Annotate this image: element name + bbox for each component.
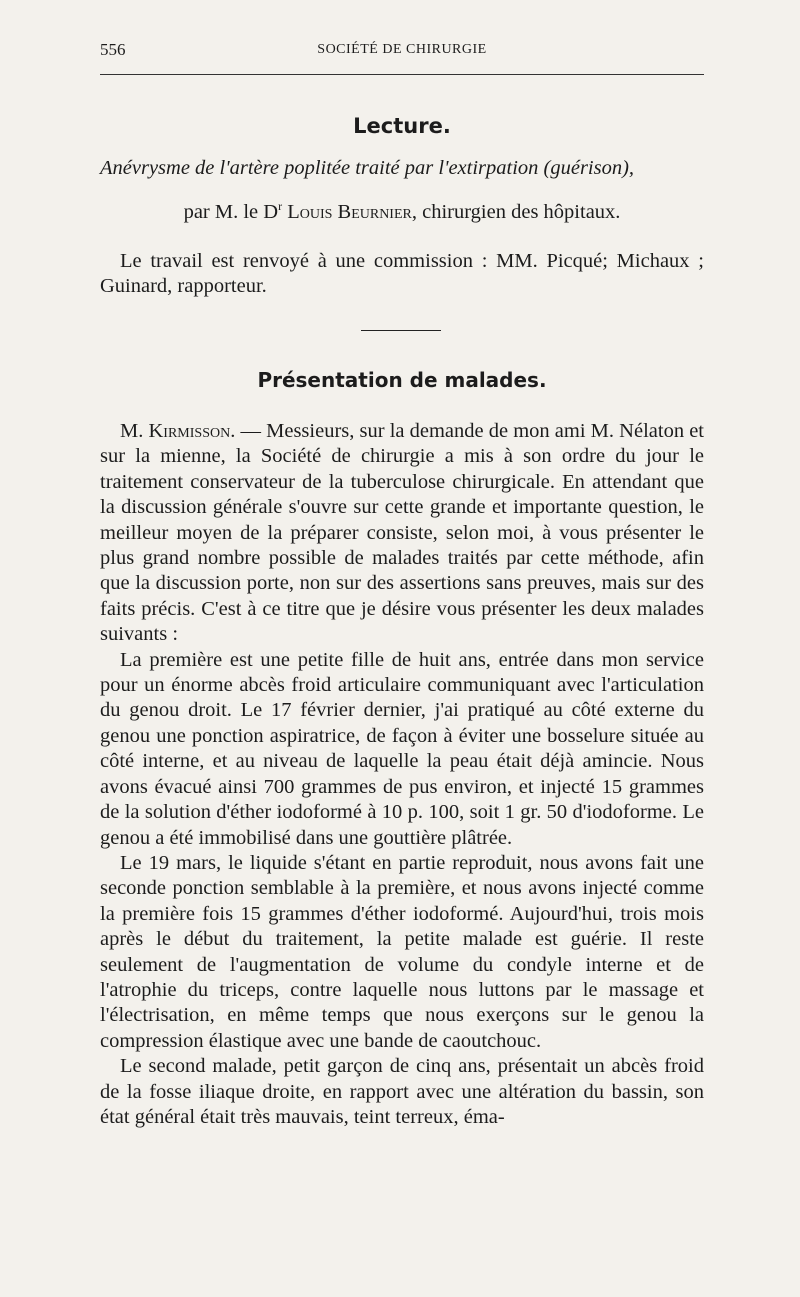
paragraph-1-text: . — Messieurs, sur la demande de mon ami M. Nélaton et sur la mienne, la Société de chirurgie a mis à son ordre du jour le traitement conservateur de la tuberculose chirurgicale. En attendant que la discussion générale s'ouvre sur cette grande et importante question, le meilleur moyen de la préparer consiste, selon moi, à vous présenter le plus grand nombre possible de malades traités par cette méthode, afin que la discussion porte, non sur des assertions sans preuves, mais sur des faits précis. C'est à ce titre que je désire vous présenter les deux malades suivants : <box>100 420 704 646</box>
author-prefix: par M. le D <box>183 201 279 223</box>
article-title: Anévrysme de l'artère poplitée traité par l'extirpation (guérison), <box>100 157 635 179</box>
referral-paragraph: Le travail est renvoyé à une commission : MM. Picqué; Michaux ; Guinard, rapporteur. <box>100 250 704 298</box>
presentation-heading: Présentation de malades. <box>257 368 547 392</box>
speaker-name: Kirmisson <box>148 420 231 442</box>
speaker-prefix: M. <box>120 420 149 442</box>
paragraph-3: Le 19 mars, le liquide s'étant en partie reproduit, nous avons fait une seconde ponction semblable à la première, et nous avons injecté comme la première fois 15 grammes d'éther iodoformé. Aujourd'hui, trois mois après le début du traitement, la petite malade est guérie. Il reste seulement de l'augmentation de volume du condyle interne et de l'atrophie du triceps, contre laquelle nous luttons par le massage et l'électrisation, en même temps que nous exerçons sur le genou la compression élastique avec une bande de caoutchouc. <box>100 851 704 1052</box>
presentation-body <box>100 419 704 1130</box>
article-author <box>100 200 704 225</box>
author-suffix: , chirurgien des hôpitaux. <box>411 201 621 223</box>
author-superscript: r <box>278 199 283 214</box>
running-head <box>100 40 704 62</box>
paragraph-2: La première est une petite fille de huit ans, entrée dans mon service pour un énorme abcès froid articulaire communiquant avec l'articulation du genou droit. Le 17 février dernier, j'ai pratiqué au côté externe du genou une ponction aspiratrice, de façon à éviter une bosselure située au côté interne, et au niveau de laquelle la peau était déjà amincie. Nous avons évacué ainsi 700 grammes de pus environ, et injecté 15 grammes de la solution d'éther iodoformé à 10 p. 100, soit 1 gr. 50 d'iodoforme. Le genou a été immobilisé dans une gouttière plâtrée. <box>100 648 704 849</box>
page-number: 556 <box>100 40 126 59</box>
header-rule <box>100 74 704 75</box>
paragraph-1 <box>100 419 704 648</box>
section-separator <box>361 330 441 331</box>
paragraph-4: Le second malade, petit garçon de cinq ans, présentait un abcès froid de la fosse iliaque droite, en rapport avec une altération du bassin, son état général était très mauvais, teint terreux, éma- <box>100 1055 704 1128</box>
running-title: SOCIÉTÉ DE CHIRURGIE <box>317 42 487 57</box>
lecture-heading: Lecture. <box>353 114 451 138</box>
author-name: Louis Beurnier <box>287 201 412 223</box>
